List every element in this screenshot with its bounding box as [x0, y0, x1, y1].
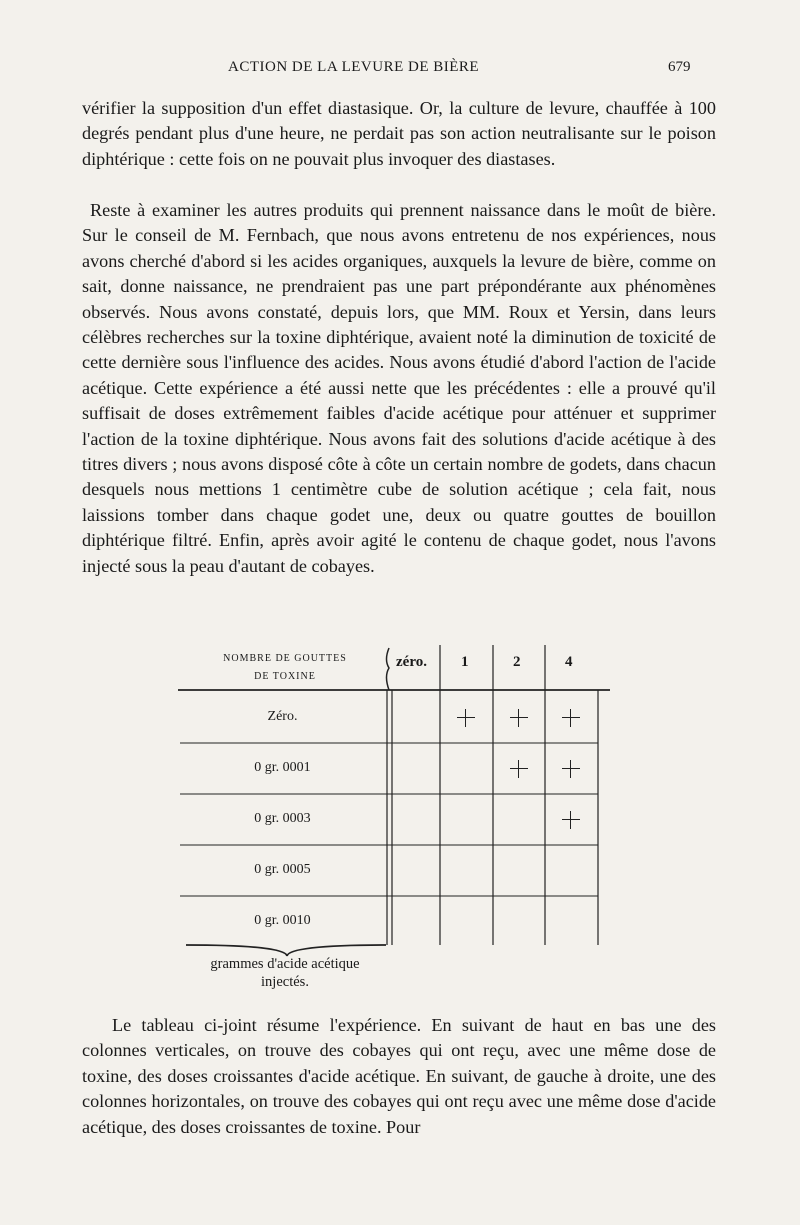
plus-mark [561, 708, 581, 728]
plus-mark [561, 759, 581, 779]
plus-mark [509, 759, 529, 779]
table-caption [190, 955, 380, 991]
plus-mark [509, 708, 529, 728]
row-label-0005: 0 gr. 0005 [254, 862, 311, 877]
column-header-2: 2 [513, 654, 521, 670]
row-label-0003: 0 gr. 0003 [254, 811, 311, 826]
paragraph-3: Le tableau ci-joint résume l'expérience. En suivant de haut en bas une des colonnes verticales, on trouve des cobayes qui ont reçu, avec une même dose de toxine, des doses croissantes d'acide acétique. En suivant, de gauche à droite, une des colonnes horizontales, on trouve des cobayes qui ont reçu avec une même dose d'acide acétique, des doses croissantes de toxine. Pour [82, 1015, 716, 1137]
paragraph-1: vérifier la supposition d'un effet diastasique. Or, la culture de levure, chauffée à 100 degrés pendant plus d'une heure, ne perdait pas son action neutralisante sur le poison diphtérique : cette fois on ne pouvait plus invoquer des diastases. [82, 98, 716, 169]
row-label-0010: 0 gr. 0010 [254, 913, 311, 928]
header-label-line2: DE TOXINE [254, 671, 316, 682]
caption-line2: injectés. [261, 974, 309, 990]
plus-mark [456, 708, 476, 728]
header-label-line1: NOMBRE DE GOUTTES [223, 653, 347, 664]
row-label-zero: Zéro. [267, 709, 298, 724]
caption-line1: grammes d'acide acétique [210, 956, 360, 972]
paragraph-2: Reste à examiner les autres produits qui prennent naissance dans le moût de bière. Sur le conseil de M. Fernbach, que nous avons entretenu de nos expériences, nous avons cherché d'abord si les acides organiques, auxquels la levure de bière, comme on sait, donne naissance, ne prendraient pas une part prépondérante aux phénomènes observés. Nous avons constaté, depuis lors, que MM. Roux et Yersin, dans leurs célèbres recherches sur la toxine diphtérique, avaient noté la diminution de toxicité de cette dernière sous l'influence des acides. Nous avons étudié d'abord l'action de l'acide acétique. Cette expérience a été aussi nette que les précédentes : elle a prouvé qu'il suffisait de doses extrêmement faibles d'acide acétique pour atténuer et supprimer l'action de la toxine diphtérique. Nous avons fait des solutions d'acide acétique à des titres divers ; nous avons disposé côte à côte un certain nombre de godets, dans chacun desquels nous mettions 1 centimètre cube de solution acétique ; cela fait, nous laissions tomber dans chaque godet une, deux ou quatre gouttes de bouillon diphtérique filtré. Enfin, après avoir agité le contenu de chaque godet, nous l'avons injecté sous la peau d'autant de cobayes. [82, 200, 716, 576]
page-number: 679 [668, 59, 691, 75]
table-header-label [200, 650, 370, 686]
plus-mark [561, 810, 581, 830]
column-header-1: 1 [461, 654, 469, 670]
column-header-zero: zéro. [396, 654, 427, 670]
column-header-4: 4 [565, 654, 573, 670]
running-header-title: ACTION DE LA LEVURE DE BIÈRE [228, 59, 480, 75]
row-label-0001: 0 gr. 0001 [254, 760, 311, 775]
